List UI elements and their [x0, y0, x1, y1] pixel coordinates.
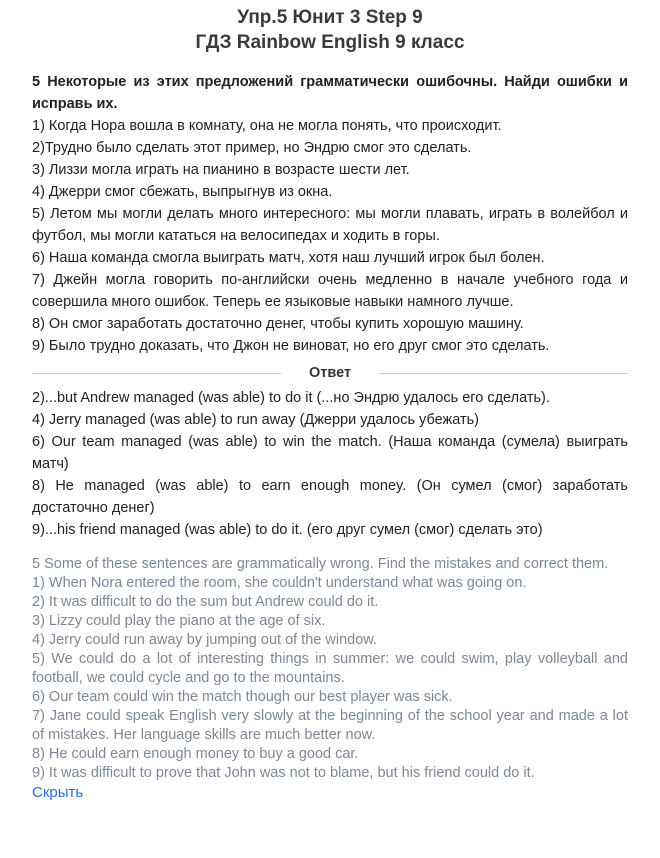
answer-divider	[32, 365, 628, 381]
page-title	[32, 0, 628, 55]
sentence-ru-7: 7) Джейн могла говорить по-английски очень медленно в начале учебного года и совершила много ошибок. Теперь ее языковые навыки намного лучше.	[32, 272, 628, 310]
sentence-en-5: 5) We could do a lot of interesting things in summer: we could swim, play volleyball and football, we could cycle and go to the mountains.	[32, 651, 628, 686]
sentence-en-8: 8) He could earn enough money to buy a good car.	[32, 746, 359, 762]
sentence-ru-1: 1) Когда Нора вошла в комнату, она не могла понять, что происходит.	[32, 118, 502, 134]
sentence-ru-8: 8) Он смог заработать достаточно денег, чтобы купить хорошую машину.	[32, 316, 524, 332]
task-heading-ru: 5 Некоторые из этих предложений грамматически ошибочны. Найди ошибки и исправь их.	[32, 74, 628, 112]
answers-list	[32, 387, 628, 541]
sentence-ru-5: 5) Летом мы могли делать много интересного: мы могли плавать, играть в волейбол и футбол, мы могли кататься на велосипедах и ходить в горы.	[32, 206, 628, 244]
divider-rule-left	[32, 373, 281, 374]
answer-label: Ответ	[308, 365, 352, 381]
task-russian	[32, 71, 628, 357]
sentence-ru-9: 9) Было трудно доказать, что Джон не виноват, но его друг смог это сделать.	[32, 338, 550, 354]
sentence-ru-4: 4) Джерри смог сбежать, выпрыгнув из окна.	[32, 184, 333, 200]
sentence-en-6: 6) Our team could win the match though our best player was sick.	[32, 689, 453, 705]
sentence-ru-2: 2)Трудно было сделать этот пример, но Эндрю смог это сделать.	[32, 140, 472, 156]
answer-item: 8) He managed (was able) to earn enough money. (Он сумел (смог) заработать достаточно денег)	[32, 478, 628, 516]
answer-item: 6) Our team managed (was able) to win the match. (Наша команда (сумела) выиграть матч)	[32, 434, 628, 472]
sentence-en-7: 7) Jane could speak English very slowly at the beginning of the school year and made a lot of mistakes. Her language skills are much better now.	[32, 708, 628, 743]
sentence-en-1: 1) When Nora entered the room, she couldn't understand what was going on.	[32, 575, 527, 591]
title-line-2: ГДЗ Rainbow English 9 класс	[195, 32, 465, 53]
sentence-en-9: 9) It was difficult to prove that John was not to blame, but his friend could do it.	[32, 765, 535, 781]
answer-item: 9)...his friend managed (was able) to do it. (его друг сумел (смог) сделать это)	[32, 522, 543, 538]
sentence-en-4: 4) Jerry could run away by jumping out of the window.	[32, 632, 377, 648]
sentence-ru-6: 6) Наша команда смогла выиграть матч, хотя наш лучший игрок был болен.	[32, 250, 545, 266]
title-line-1: Упр.5 Юнит 3 Step 9	[237, 7, 423, 28]
sentence-ru-3: 3) Лиззи могла играть на пианино в возрасте шести лет.	[32, 162, 410, 178]
answer-item: 2)...but Andrew managed (was able) to do it (...но Эндрю удалось его сделать).	[32, 390, 550, 406]
task-english	[32, 555, 628, 803]
answer-item: 4) Jerry managed (was able) to run away (Джерри удалось убежать)	[32, 412, 479, 428]
task-heading-en: 5 Some of these sentences are grammatically wrong. Find the mistakes and correct them.	[32, 556, 609, 572]
hide-link[interactable]: Скрыть	[32, 784, 84, 801]
sentence-en-3: 3) Lizzy could play the piano at the age of six.	[32, 613, 326, 629]
divider-rule-right	[379, 373, 628, 374]
sentence-en-2: 2) It was difficult to do the sum but Andrew could do it.	[32, 594, 379, 610]
